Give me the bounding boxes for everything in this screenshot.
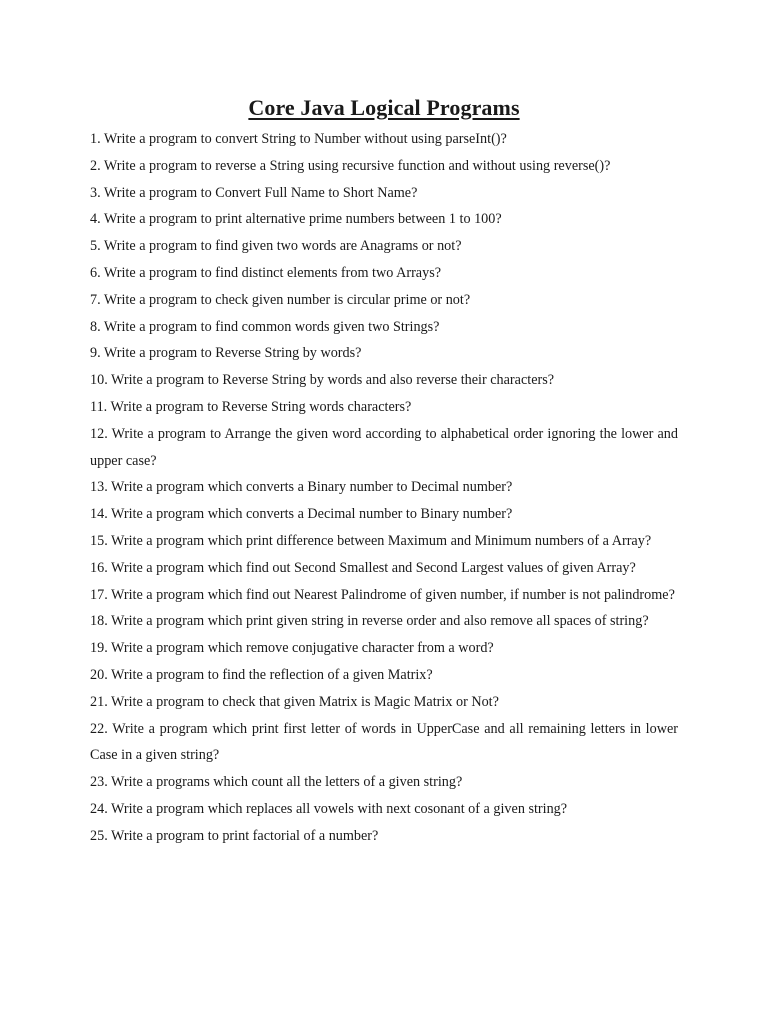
list-item: 25. Write a program to print factorial of a number? <box>90 827 379 844</box>
list-item: 8. Write a program to find common words given two Strings? <box>90 318 440 335</box>
question-list <box>90 126 678 850</box>
list-item: 1. Write a program to convert String to Number without using parseInt()? <box>90 131 507 147</box>
page-title: Core Java Logical Programs <box>248 95 520 120</box>
list-item: 22. Write a program which print first letter of words in UpperCase and all remaining letters in lower Case in a given string? <box>90 720 678 764</box>
list-item: 13. Write a program which converts a Binary number to Decimal number? <box>90 479 513 496</box>
list-item: 2. Write a program to reverse a String using recursive function and without using reverse()? <box>90 157 611 174</box>
list-item: 20. Write a program to find the reflection of a given Matrix? <box>90 666 433 683</box>
list-item: 6. Write a program to find distinct elements from two Arrays? <box>90 264 442 281</box>
list-item: 19. Write a program which remove conjugative character from a word? <box>90 640 494 657</box>
list-item: 24. Write a program which replaces all vowels with next cosonant of a given string? <box>90 800 568 817</box>
list-item: 11. Write a program to Reverse String words characters? <box>90 398 412 415</box>
list-item: 17. Write a program which find out Nearest Palindrome of given number, if number is not palindrome? <box>90 586 675 603</box>
list-item: 18. Write a program which print given string in reverse order and also remove all spaces of string? <box>90 613 649 630</box>
list-item: 12. Write a program to Arrange the given word according to alphabetical order ignoring the lower and upper case? <box>90 425 678 469</box>
list-item: 4. Write a program to print alternative prime numbers between 1 to 100? <box>90 211 502 228</box>
list-item: 23. Write a programs which count all the letters of a given string? <box>90 774 463 791</box>
list-item: 21. Write a program to check that given Matrix is Magic Matrix or Not? <box>90 693 499 710</box>
list-item: 10. Write a program to Reverse String by words and also reverse their characters? <box>90 372 555 389</box>
list-item: 7. Write a program to check given number is circular prime or not? <box>90 291 471 308</box>
list-item: 16. Write a program which find out Second Smallest and Second Largest values of given Array? <box>90 559 636 576</box>
list-item: 15. Write a program which print difference between Maximum and Minimum numbers of a Array? <box>90 532 652 549</box>
list-item: 14. Write a program which converts a Decimal number to Binary number? <box>90 506 513 523</box>
document-page <box>90 93 678 850</box>
list-item: 5. Write a program to find given two words are Anagrams or not? <box>90 238 462 255</box>
list-item: 9. Write a program to Reverse String by words? <box>90 345 362 362</box>
list-item: 3. Write a program to Convert Full Name to Short Name? <box>90 184 418 201</box>
